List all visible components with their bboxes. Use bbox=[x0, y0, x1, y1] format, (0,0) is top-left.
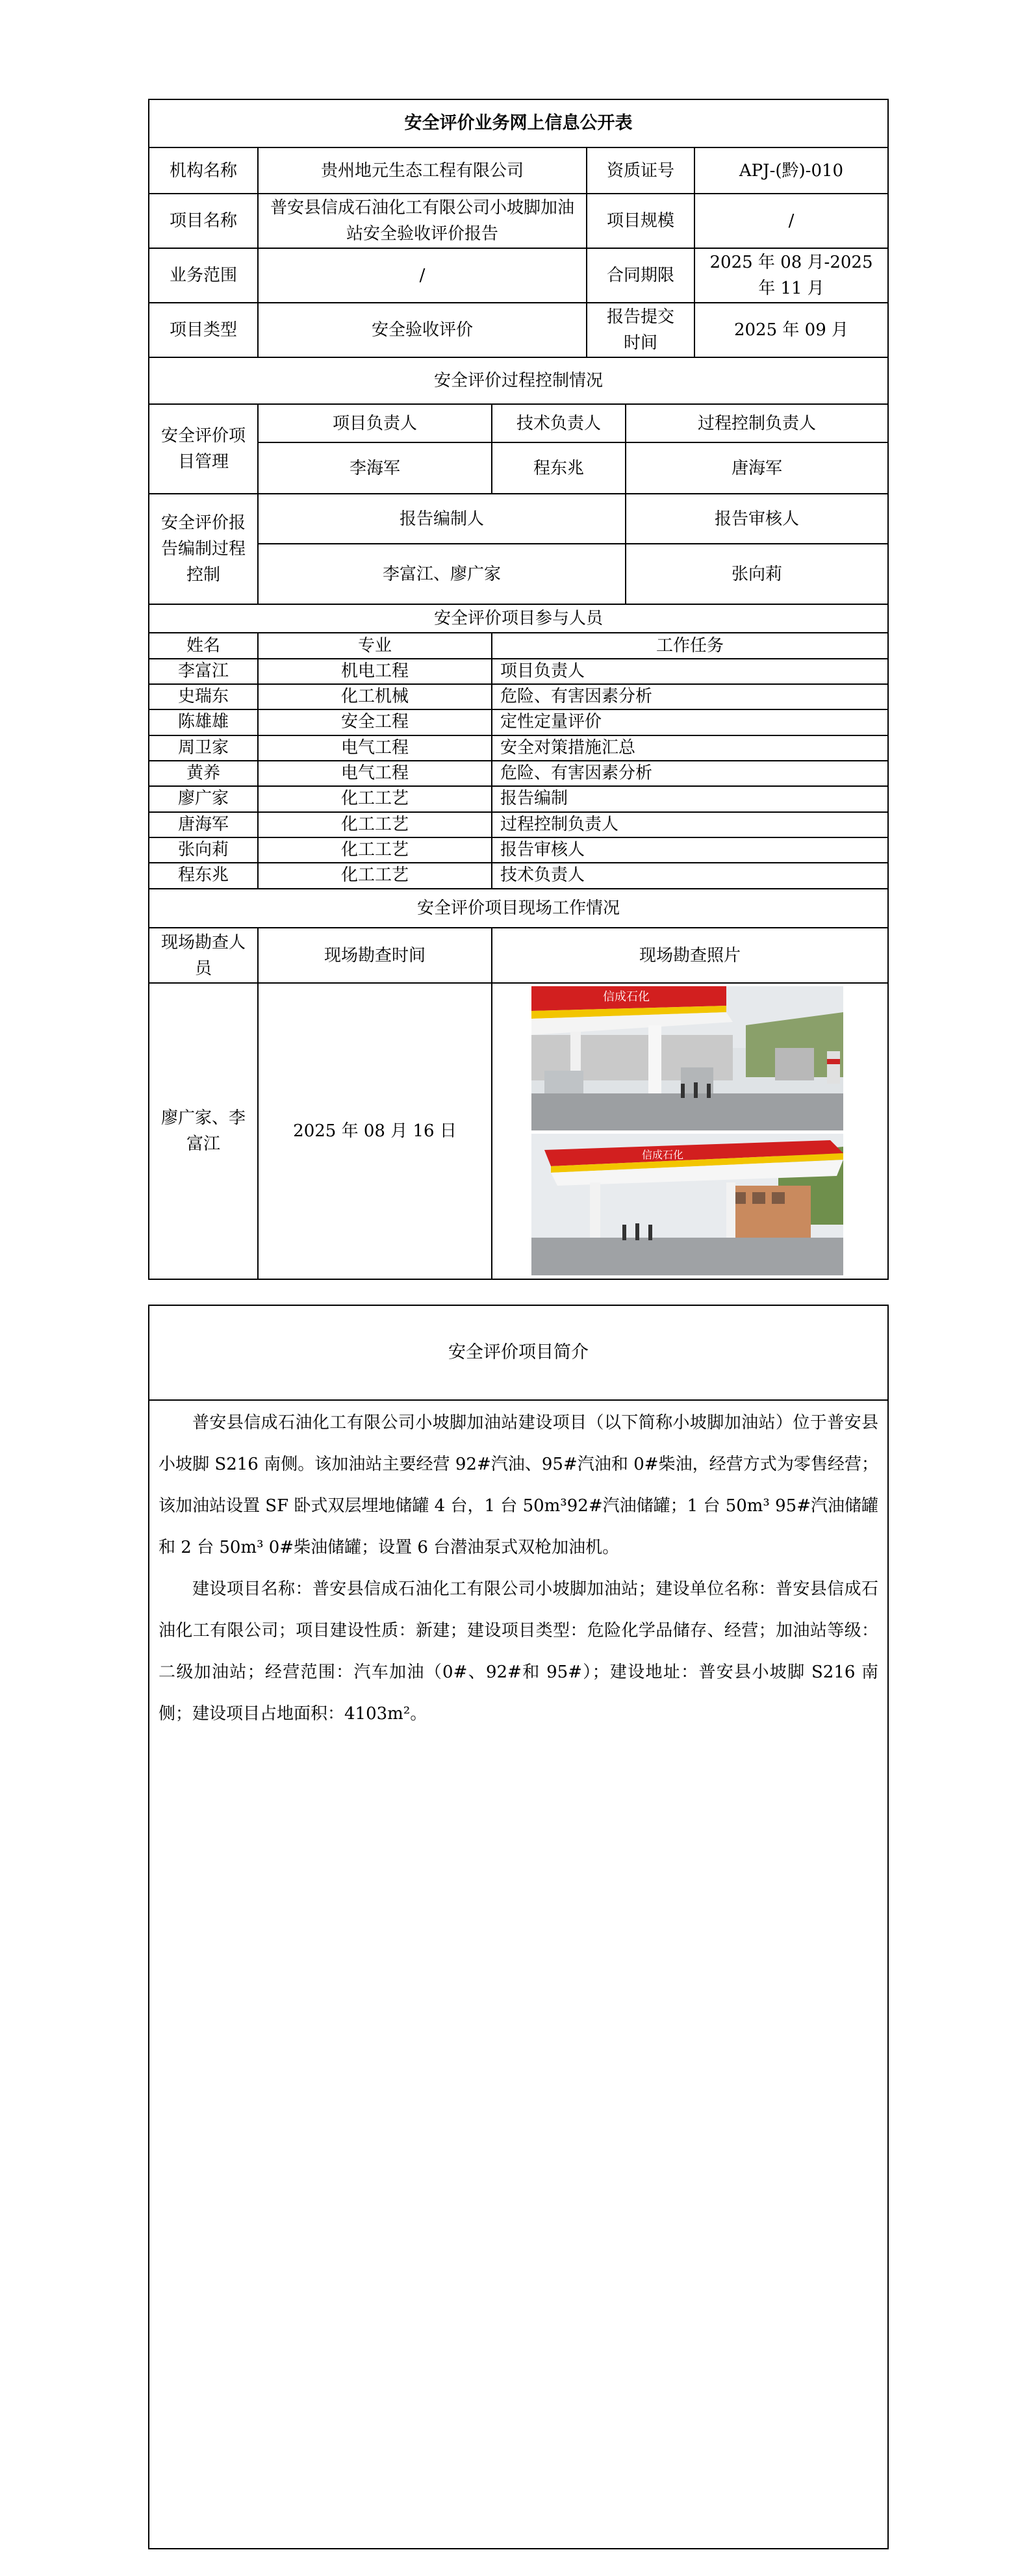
survey-section-title: 安全评价项目现场工作情况 bbox=[416, 899, 620, 918]
lead-header: 项目负责人 bbox=[332, 413, 417, 433]
participant-task: 报告审核人 bbox=[500, 840, 585, 860]
participant-task: 报告编制 bbox=[500, 789, 568, 808]
org-label: 机构名称 bbox=[169, 160, 237, 181]
cert-label: 资质证号 bbox=[606, 160, 674, 181]
intro-paragraph-2: 建设项目名称：普安县信成石油化工有限公司小坡脚加油站；建设单位名称：普安县信成石油化工有限公司；项目建设性质：新建；建设项目类型：危险化学品储存、经营；加油站等级：二级加油站；经营范围：汽车加油（0#、92#和 95#）；建设地址：普安县小坡脚 S216 南侧；建设项目占地面积：4103m²。 bbox=[159, 1579, 878, 1724]
ctrl-header: 过程控制负责人 bbox=[697, 413, 816, 433]
participant-name: 周卫家 bbox=[177, 738, 229, 758]
cert-value: APJ-(黔)-010 bbox=[739, 160, 844, 181]
participant-name: 张向莉 bbox=[177, 840, 229, 860]
participant-task: 项目负责人 bbox=[500, 661, 585, 681]
survey-staff-label: 现场勘查人员 bbox=[160, 932, 246, 978]
participant-major: 化工工艺 bbox=[340, 840, 409, 860]
participant-major: 电气工程 bbox=[340, 763, 409, 783]
project-name-label: 项目名称 bbox=[169, 211, 237, 231]
participants-section-title: 安全评价项目参与人员 bbox=[433, 609, 603, 628]
table-title: 安全评价业务网上信息公开表 bbox=[404, 113, 633, 133]
participant-major: 安全工程 bbox=[340, 712, 409, 732]
participant-name: 黄养 bbox=[186, 763, 220, 783]
survey-staff-value: 廖广家、李富江 bbox=[160, 1108, 246, 1154]
intro-body bbox=[159, 1402, 878, 1735]
participant-task: 安全对策措施汇总 bbox=[500, 738, 636, 758]
tech-header: 技术负责人 bbox=[516, 413, 601, 433]
participant-task: 定性定量评价 bbox=[500, 712, 602, 732]
participant-name: 廖广家 bbox=[177, 789, 229, 808]
mgmt-label: 安全评价项目管理 bbox=[160, 426, 246, 472]
participant-task: 技术负责人 bbox=[500, 865, 585, 885]
participant-name: 陈雄雄 bbox=[177, 712, 229, 732]
site-photo-2 bbox=[531, 1134, 843, 1275]
col-header-major: 专业 bbox=[357, 636, 392, 656]
participant-task: 危险、有害因素分析 bbox=[500, 763, 653, 783]
svg-text:信成石化: 信成石化 bbox=[603, 990, 650, 1004]
svg-text:信成石化: 信成石化 bbox=[642, 1149, 684, 1161]
participant-name: 李富江 bbox=[177, 661, 229, 681]
participant-name: 史瑞东 bbox=[177, 687, 229, 706]
participant-major: 化工工艺 bbox=[340, 789, 409, 808]
participant-major: 电气工程 bbox=[340, 738, 409, 758]
scale-value: / bbox=[788, 211, 795, 231]
participant-major: 化工工艺 bbox=[340, 865, 409, 885]
participant-major: 化工机械 bbox=[340, 687, 409, 706]
survey-time-value: 2025 年 08 月 16 日 bbox=[293, 1121, 457, 1141]
survey-photo-label: 现场勘查照片 bbox=[639, 945, 741, 965]
project-name-value: 普安县信成石油化工有限公司小坡脚加油站安全验收评价报告 bbox=[270, 198, 574, 244]
scope-label: 业务范围 bbox=[169, 266, 237, 285]
intro-paragraph-1: 普安县信成石油化工有限公司小坡脚加油站建设项目（以下简称小坡脚加油站）位于普安县小坡脚 S216 南侧。该加油站主要经营 92#汽油、95#汽油和 0#柴油，经营方式为零售经营；该加油站设置 SF 卧式双层埋地储罐 4 台，1 台 50m³92#汽油储罐；1 台 50m³ 95#汽油储罐和 2 台 50m³ 0#柴油储罐；设置 6 台潜油泵式双枪加油机。 bbox=[159, 1413, 878, 1557]
type-label: 项目类型 bbox=[169, 320, 237, 340]
contract-label: 合同期限 bbox=[606, 266, 674, 285]
participant-name: 唐海军 bbox=[177, 815, 229, 834]
compiler-value: 李富江、廖广家 bbox=[382, 564, 501, 584]
ctrl-value: 唐海军 bbox=[731, 458, 782, 478]
process-section-title: 安全评价过程控制情况 bbox=[433, 371, 603, 390]
participant-name: 程东兆 bbox=[177, 865, 229, 885]
type-value: 安全验收评价 bbox=[371, 320, 473, 340]
submit-value: 2025 年 09 月 bbox=[733, 320, 849, 340]
scope-value: / bbox=[419, 266, 426, 285]
org-value: 贵州地元生态工程有限公司 bbox=[320, 160, 524, 181]
reviewer-header: 报告审核人 bbox=[714, 509, 799, 529]
participant-major: 化工工艺 bbox=[340, 815, 409, 834]
scale-label: 项目规模 bbox=[606, 211, 674, 231]
submit-label: 报告提交时间 bbox=[606, 307, 674, 353]
col-header-task: 工作任务 bbox=[656, 636, 724, 656]
contract-value: 2025 年 08 月-2025 年 11 月 bbox=[709, 253, 873, 298]
compiler-header: 报告编制人 bbox=[399, 509, 484, 529]
reviewer-value: 张向莉 bbox=[731, 564, 782, 584]
intro-title: 安全评价项目简介 bbox=[448, 1342, 589, 1362]
lead-value: 李海军 bbox=[349, 458, 400, 478]
participant-task: 危险、有害因素分析 bbox=[500, 687, 653, 706]
compile-label: 安全评价报告编制过程控制 bbox=[160, 513, 246, 585]
participant-major: 机电工程 bbox=[340, 661, 409, 681]
participant-task: 过程控制负责人 bbox=[500, 815, 619, 834]
tech-value: 程东兆 bbox=[533, 458, 584, 478]
site-photo-1 bbox=[531, 986, 843, 1130]
survey-time-label: 现场勘查时间 bbox=[324, 945, 426, 965]
col-header-name: 姓名 bbox=[186, 636, 220, 656]
